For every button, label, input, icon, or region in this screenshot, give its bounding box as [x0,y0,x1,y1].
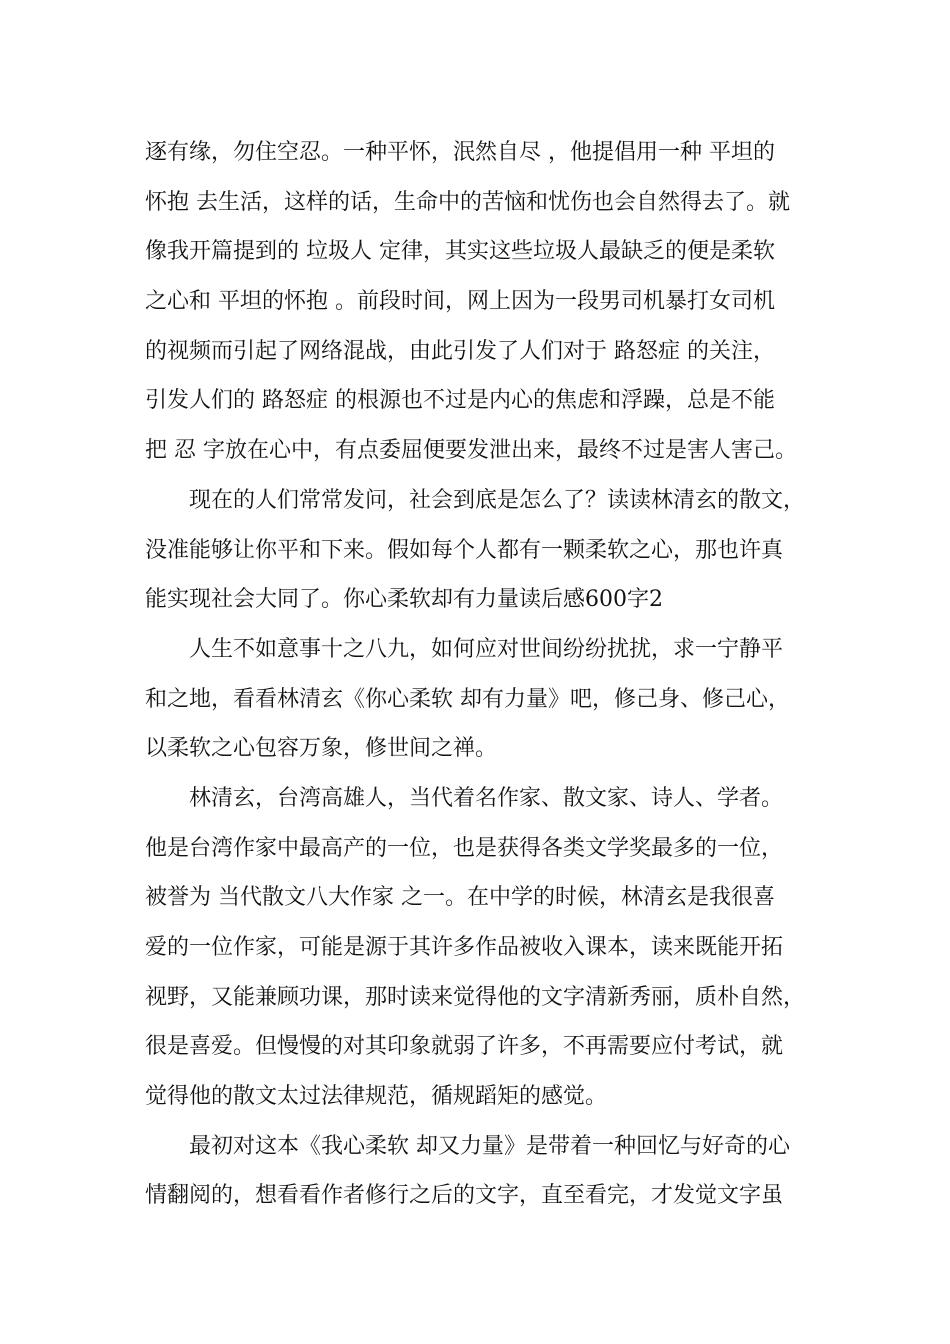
text-line: 把 忍 字放在心中，有点委屈便要发泄出来，最终不过是害人害己。 [145,438,797,464]
document-body [145,128,825,1221]
text-line: 没准能够让你平和下来。假如每个人都有一颗柔软之心，那也许真 [145,537,784,563]
text-line: 被誉为 当代散文八大作家 之一。在中学的时候，林清玄是我很喜 [145,885,775,911]
paragraph-start-line: 现在的人们常常发问，社会到底是怎么了？读读林清玄的散文， [189,487,806,513]
text-line: 像我开篇提到的 垃圾人 定律，其实这些垃圾人最缺乏的便是柔软 [145,239,775,265]
paragraph-start-line: 最初对这本《我心柔软 却又力量》是带着一种回忆与好奇的心 [189,1133,790,1159]
text-line: 逐有缘，勿住空忍。一种平怀，泯然自尽 ，他提倡用一种 平坦的 [145,140,775,165]
text-line: 之心和 平坦的怀抱 。前段时间，网上因为一段男司机暴打女司机 [145,289,775,315]
text-line: 觉得他的散文太过法律规范，循规蹈矩的感觉。 [145,1084,608,1110]
text-line: 他是台湾作家中最高产的一位，也是获得各类文学奖最多的一位， [145,835,784,861]
text-line: 情翻阅的，想看看作者修行之后的文字，直至看完，才发觉文字虽 [145,1183,784,1209]
text-line: 视野，又能兼顾功课，那时读来觉得他的文字清新秀丽，质朴自然， [145,984,806,1010]
text-line: 以柔软之心包容万象，修世间之禅。 [145,736,498,762]
text-line: 很是喜爱。但慢慢的对其印象就弱了许多，不再需要应付考试，就 [145,1034,784,1060]
text-line: 的视频而引起了网络混战，由此引发了人们对于 路怒症 的关注， [145,338,775,364]
paragraph-start-line: 人生不如意事十之八九，如何应对世间纷纷扰扰，求一宁静平 [189,636,784,662]
text-line: 和之地，看看林清玄《你心柔软 却有力量》吧，修己身、修己心， [145,686,790,712]
text-line: 爱的一位作家，可能是源于其许多作品被收入课本，读来既能开拓 [145,935,784,960]
text-line: 能实现社会大同了。你心柔软却有力量读后感600字2 [145,587,663,613]
text-line: 引发人们的 路怒症 的根源也不过是内心的焦虑和浮躁，总是不能 [145,388,775,414]
text-line: 怀抱 去生活，这样的话，生命中的苦恼和忧伤也会自然得去了。就 [145,189,790,215]
paragraph-start-line: 林清玄，台湾高雄人，当代着名作家、散文家、诗人、学者。 [189,785,784,811]
